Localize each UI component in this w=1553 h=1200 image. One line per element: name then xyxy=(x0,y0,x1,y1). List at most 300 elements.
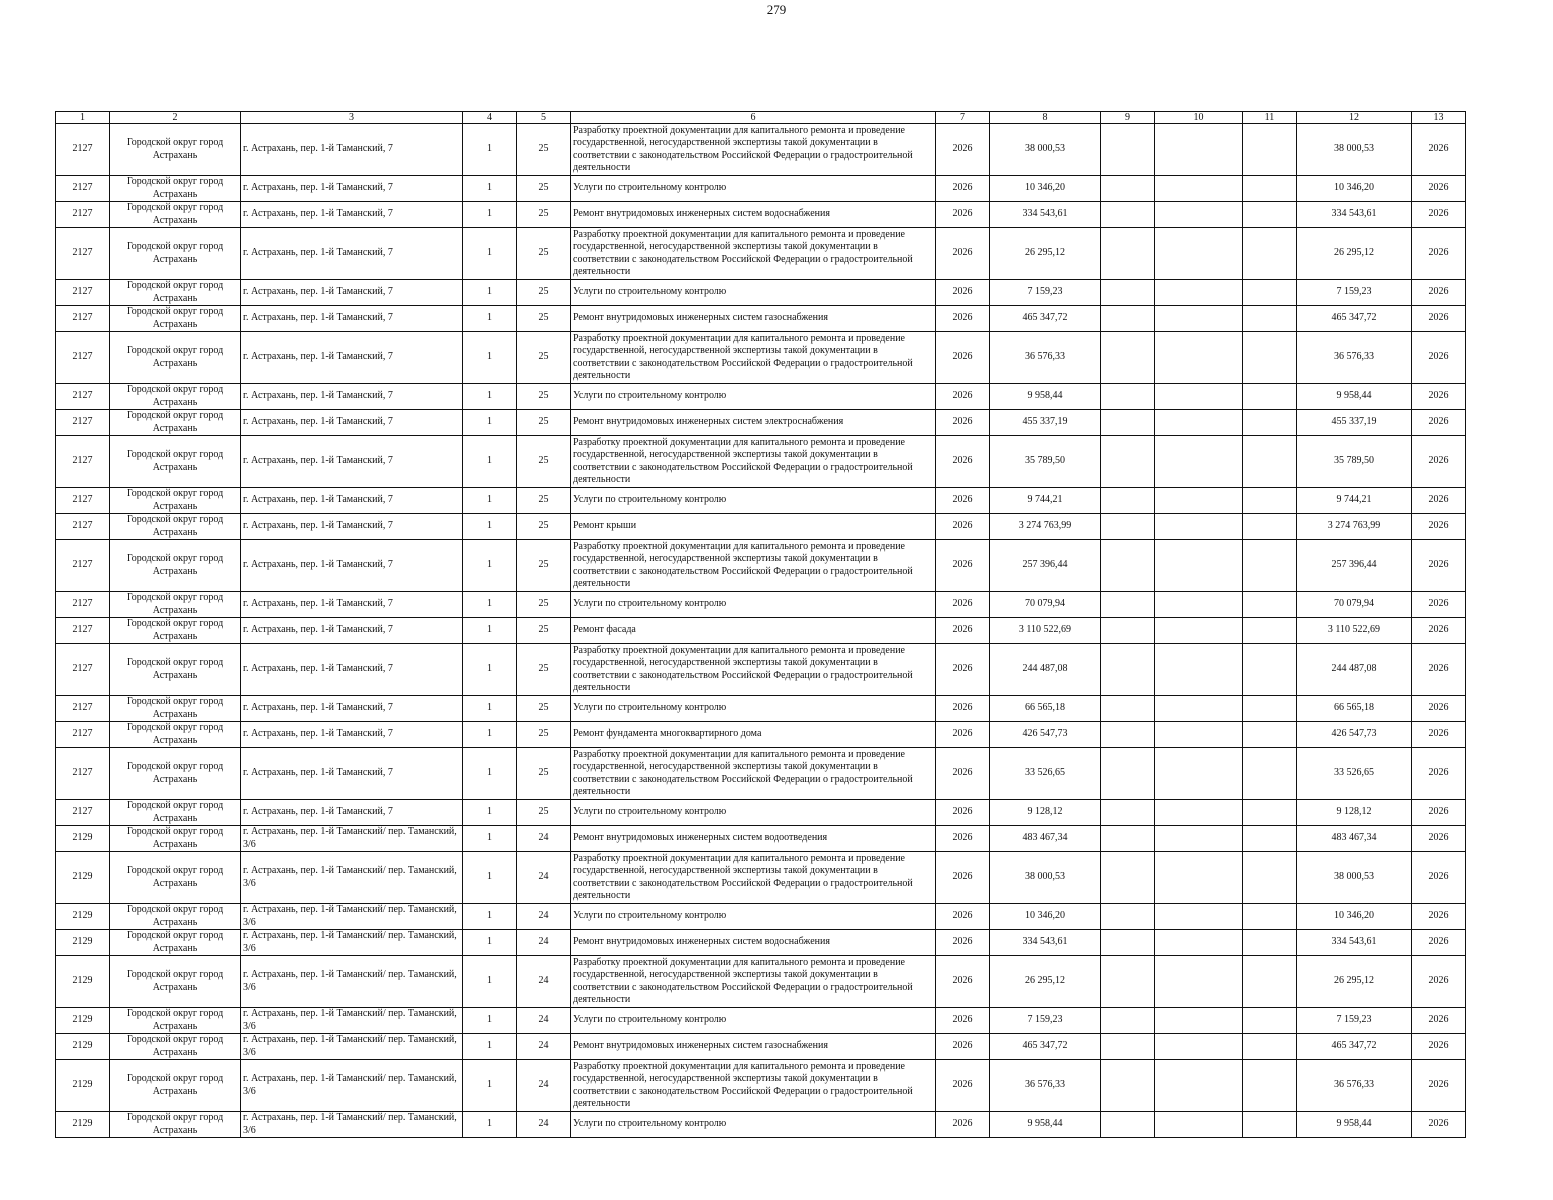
municipality-cell: Городской округ город Астрахань xyxy=(110,488,241,514)
total-cost-cell: 3 110 522,69 xyxy=(1297,618,1412,644)
address-cell: г. Астрахань, пер. 1-й Таманский, 7 xyxy=(241,202,463,228)
end-year-cell: 2026 xyxy=(1412,618,1466,644)
work-type-cell: Разработку проектной документации для капитального ремонта и проведение государственной, негосударственной экспертизы такой документации в соответствии с законодательством Российской Федерации о градостроительной деятельности xyxy=(571,956,936,1008)
col4-cell: 1 xyxy=(463,722,517,748)
col10-cell xyxy=(1155,540,1243,592)
year-cell: 2026 xyxy=(936,540,990,592)
end-year-cell: 2026 xyxy=(1412,956,1466,1008)
total-cost-cell: 36 576,33 xyxy=(1297,332,1412,384)
work-type-cell: Ремонт крыши xyxy=(571,514,936,540)
row-number-cell: 2129 xyxy=(56,904,110,930)
total-cost-cell: 9 744,21 xyxy=(1297,488,1412,514)
col9-cell xyxy=(1101,904,1155,930)
row-number-cell: 2129 xyxy=(56,1060,110,1112)
table-row xyxy=(56,124,1466,176)
column-header: 13 xyxy=(1412,112,1466,124)
col10-cell xyxy=(1155,930,1243,956)
cost-cell: 38 000,53 xyxy=(990,124,1101,176)
row-number-cell: 2127 xyxy=(56,644,110,696)
col11-cell xyxy=(1243,592,1297,618)
cost-cell: 334 543,61 xyxy=(990,202,1101,228)
end-year-cell: 2026 xyxy=(1412,696,1466,722)
col11-cell xyxy=(1243,1008,1297,1034)
address-cell: г. Астрахань, пер. 1-й Таманский, 7 xyxy=(241,748,463,800)
work-type-cell: Услуги по строительному контролю xyxy=(571,384,936,410)
end-year-cell: 2026 xyxy=(1412,644,1466,696)
address-cell: г. Астрахань, пер. 1-й Таманский, 7 xyxy=(241,800,463,826)
col5-cell: 25 xyxy=(517,514,571,540)
cost-cell: 483 467,34 xyxy=(990,826,1101,852)
col4-cell: 1 xyxy=(463,644,517,696)
works-table xyxy=(55,111,1466,1138)
address-cell: г. Астрахань, пер. 1-й Таманский, 7 xyxy=(241,410,463,436)
row-number-cell: 2129 xyxy=(56,1008,110,1034)
work-type-cell: Услуги по строительному контролю xyxy=(571,1008,936,1034)
col11-cell xyxy=(1243,618,1297,644)
row-number-cell: 2127 xyxy=(56,384,110,410)
cost-cell: 244 487,08 xyxy=(990,644,1101,696)
col4-cell: 1 xyxy=(463,904,517,930)
col9-cell xyxy=(1101,618,1155,644)
col5-cell: 25 xyxy=(517,618,571,644)
year-cell: 2026 xyxy=(936,852,990,904)
col5-cell: 24 xyxy=(517,930,571,956)
year-cell: 2026 xyxy=(936,956,990,1008)
row-number-cell: 2127 xyxy=(56,228,110,280)
col5-cell: 25 xyxy=(517,592,571,618)
row-number-cell: 2127 xyxy=(56,800,110,826)
table-row xyxy=(56,592,1466,618)
cost-cell: 7 159,23 xyxy=(990,280,1101,306)
work-type-cell: Ремонт внутридомовых инженерных систем водоотведения xyxy=(571,826,936,852)
address-cell: г. Астрахань, пер. 1-й Таманский/ пер. Таманский, 3/6 xyxy=(241,1008,463,1034)
municipality-cell: Городской округ город Астрахань xyxy=(110,228,241,280)
col10-cell xyxy=(1155,696,1243,722)
col4-cell: 1 xyxy=(463,488,517,514)
municipality-cell: Городской округ город Астрахань xyxy=(110,800,241,826)
year-cell: 2026 xyxy=(936,904,990,930)
municipality-cell: Городской округ город Астрахань xyxy=(110,696,241,722)
col5-cell: 25 xyxy=(517,228,571,280)
work-type-cell: Ремонт фундамента многоквартирного дома xyxy=(571,722,936,748)
year-cell: 2026 xyxy=(936,1060,990,1112)
col9-cell xyxy=(1101,826,1155,852)
work-type-cell: Ремонт фасада xyxy=(571,618,936,644)
table-row xyxy=(56,1034,1466,1060)
address-cell: г. Астрахань, пер. 1-й Таманский, 7 xyxy=(241,488,463,514)
work-type-cell: Услуги по строительному контролю xyxy=(571,696,936,722)
row-number-cell: 2129 xyxy=(56,826,110,852)
address-cell: г. Астрахань, пер. 1-й Таманский, 7 xyxy=(241,280,463,306)
cost-cell: 66 565,18 xyxy=(990,696,1101,722)
end-year-cell: 2026 xyxy=(1412,592,1466,618)
row-number-cell: 2129 xyxy=(56,956,110,1008)
year-cell: 2026 xyxy=(936,488,990,514)
col11-cell xyxy=(1243,800,1297,826)
col5-cell: 25 xyxy=(517,436,571,488)
col11-cell xyxy=(1243,826,1297,852)
col4-cell: 1 xyxy=(463,202,517,228)
total-cost-cell: 70 079,94 xyxy=(1297,592,1412,618)
table-row xyxy=(56,930,1466,956)
cost-cell: 9 958,44 xyxy=(990,1112,1101,1138)
col10-cell xyxy=(1155,592,1243,618)
col5-cell: 25 xyxy=(517,748,571,800)
col11-cell xyxy=(1243,722,1297,748)
end-year-cell: 2026 xyxy=(1412,852,1466,904)
col9-cell xyxy=(1101,540,1155,592)
total-cost-cell: 9 128,12 xyxy=(1297,800,1412,826)
col5-cell: 25 xyxy=(517,176,571,202)
work-type-cell: Разработку проектной документации для капитального ремонта и проведение государственной, негосударственной экспертизы такой документации в соответствии с законодательством Российской Федерации о градостроительной деятельности xyxy=(571,852,936,904)
total-cost-cell: 244 487,08 xyxy=(1297,644,1412,696)
table-row xyxy=(56,852,1466,904)
municipality-cell: Городской округ город Астрахань xyxy=(110,722,241,748)
col10-cell xyxy=(1155,306,1243,332)
work-type-cell: Ремонт внутридомовых инженерных систем электроснабжения xyxy=(571,410,936,436)
col5-cell: 25 xyxy=(517,410,571,436)
total-cost-cell: 7 159,23 xyxy=(1297,1008,1412,1034)
municipality-cell: Городской округ город Астрахань xyxy=(110,1112,241,1138)
row-number-cell: 2127 xyxy=(56,306,110,332)
col11-cell xyxy=(1243,644,1297,696)
table-row xyxy=(56,540,1466,592)
col9-cell xyxy=(1101,1008,1155,1034)
cost-cell: 334 543,61 xyxy=(990,930,1101,956)
municipality-cell: Городской округ город Астрахань xyxy=(110,748,241,800)
col10-cell xyxy=(1155,1008,1243,1034)
row-number-cell: 2127 xyxy=(56,618,110,644)
total-cost-cell: 38 000,53 xyxy=(1297,124,1412,176)
total-cost-cell: 10 346,20 xyxy=(1297,176,1412,202)
table-row xyxy=(56,202,1466,228)
year-cell: 2026 xyxy=(936,1034,990,1060)
col11-cell xyxy=(1243,514,1297,540)
total-cost-cell: 35 789,50 xyxy=(1297,436,1412,488)
col4-cell: 1 xyxy=(463,696,517,722)
total-cost-cell: 36 576,33 xyxy=(1297,1060,1412,1112)
col9-cell xyxy=(1101,1060,1155,1112)
address-cell: г. Астрахань, пер. 1-й Таманский, 7 xyxy=(241,306,463,332)
total-cost-cell: 66 565,18 xyxy=(1297,696,1412,722)
col10-cell xyxy=(1155,956,1243,1008)
col11-cell xyxy=(1243,930,1297,956)
cost-cell: 7 159,23 xyxy=(990,1008,1101,1034)
table-row xyxy=(56,228,1466,280)
column-header: 10 xyxy=(1155,112,1243,124)
table-row xyxy=(56,176,1466,202)
col10-cell xyxy=(1155,410,1243,436)
table-body xyxy=(56,124,1466,1138)
cost-cell: 426 547,73 xyxy=(990,722,1101,748)
total-cost-cell: 465 347,72 xyxy=(1297,306,1412,332)
work-type-cell: Услуги по строительному контролю xyxy=(571,1112,936,1138)
work-type-cell: Ремонт внутридомовых инженерных систем газоснабжения xyxy=(571,306,936,332)
col5-cell: 25 xyxy=(517,332,571,384)
year-cell: 2026 xyxy=(936,124,990,176)
cost-cell: 455 337,19 xyxy=(990,410,1101,436)
municipality-cell: Городской округ город Астрахань xyxy=(110,124,241,176)
table-row xyxy=(56,332,1466,384)
table-row xyxy=(56,826,1466,852)
year-cell: 2026 xyxy=(936,332,990,384)
row-number-cell: 2127 xyxy=(56,176,110,202)
cost-cell: 38 000,53 xyxy=(990,852,1101,904)
year-cell: 2026 xyxy=(936,592,990,618)
col5-cell: 25 xyxy=(517,540,571,592)
address-cell: г. Астрахань, пер. 1-й Таманский/ пер. Таманский, 3/6 xyxy=(241,852,463,904)
municipality-cell: Городской округ город Астрахань xyxy=(110,410,241,436)
table-row xyxy=(56,384,1466,410)
col9-cell xyxy=(1101,306,1155,332)
municipality-cell: Городской округ город Астрахань xyxy=(110,540,241,592)
work-type-cell: Услуги по строительному контролю xyxy=(571,176,936,202)
col11-cell xyxy=(1243,436,1297,488)
col4-cell: 1 xyxy=(463,1060,517,1112)
col4-cell: 1 xyxy=(463,592,517,618)
table-row xyxy=(56,956,1466,1008)
col11-cell xyxy=(1243,852,1297,904)
end-year-cell: 2026 xyxy=(1412,124,1466,176)
col5-cell: 25 xyxy=(517,124,571,176)
end-year-cell: 2026 xyxy=(1412,748,1466,800)
col4-cell: 1 xyxy=(463,124,517,176)
work-type-cell: Разработку проектной документации для капитального ремонта и проведение государственной, негосударственной экспертизы такой документации в соответствии с законодательством Российской Федерации о градостроительной деятельности xyxy=(571,644,936,696)
row-number-cell: 2127 xyxy=(56,436,110,488)
col4-cell: 1 xyxy=(463,748,517,800)
col9-cell xyxy=(1101,748,1155,800)
cost-cell: 70 079,94 xyxy=(990,592,1101,618)
col4-cell: 1 xyxy=(463,384,517,410)
address-cell: г. Астрахань, пер. 1-й Таманский, 7 xyxy=(241,332,463,384)
address-cell: г. Астрахань, пер. 1-й Таманский/ пер. Таманский, 3/6 xyxy=(241,1112,463,1138)
municipality-cell: Городской округ город Астрахань xyxy=(110,514,241,540)
municipality-cell: Городской округ город Астрахань xyxy=(110,826,241,852)
col9-cell xyxy=(1101,488,1155,514)
total-cost-cell: 9 958,44 xyxy=(1297,1112,1412,1138)
table-row xyxy=(56,748,1466,800)
col11-cell xyxy=(1243,280,1297,306)
col5-cell: 25 xyxy=(517,280,571,306)
column-header: 6 xyxy=(571,112,936,124)
total-cost-cell: 465 347,72 xyxy=(1297,1034,1412,1060)
row-number-cell: 2129 xyxy=(56,852,110,904)
col4-cell: 1 xyxy=(463,306,517,332)
col5-cell: 24 xyxy=(517,1008,571,1034)
col4-cell: 1 xyxy=(463,1034,517,1060)
end-year-cell: 2026 xyxy=(1412,410,1466,436)
end-year-cell: 2026 xyxy=(1412,540,1466,592)
col9-cell xyxy=(1101,722,1155,748)
year-cell: 2026 xyxy=(936,228,990,280)
cost-cell: 33 526,65 xyxy=(990,748,1101,800)
year-cell: 2026 xyxy=(936,176,990,202)
table-row xyxy=(56,904,1466,930)
row-number-cell: 2127 xyxy=(56,124,110,176)
total-cost-cell: 26 295,12 xyxy=(1297,956,1412,1008)
total-cost-cell: 26 295,12 xyxy=(1297,228,1412,280)
col4-cell: 1 xyxy=(463,540,517,592)
column-header: 1 xyxy=(56,112,110,124)
col9-cell xyxy=(1101,410,1155,436)
end-year-cell: 2026 xyxy=(1412,332,1466,384)
col5-cell: 24 xyxy=(517,904,571,930)
cost-cell: 26 295,12 xyxy=(990,228,1101,280)
table-row xyxy=(56,514,1466,540)
col11-cell xyxy=(1243,488,1297,514)
row-number-cell: 2129 xyxy=(56,930,110,956)
col10-cell xyxy=(1155,826,1243,852)
col10-cell xyxy=(1155,748,1243,800)
col11-cell xyxy=(1243,696,1297,722)
end-year-cell: 2026 xyxy=(1412,826,1466,852)
year-cell: 2026 xyxy=(936,514,990,540)
col9-cell xyxy=(1101,124,1155,176)
end-year-cell: 2026 xyxy=(1412,514,1466,540)
end-year-cell: 2026 xyxy=(1412,280,1466,306)
col9-cell xyxy=(1101,202,1155,228)
col5-cell: 24 xyxy=(517,956,571,1008)
col5-cell: 25 xyxy=(517,384,571,410)
cost-cell: 9 128,12 xyxy=(990,800,1101,826)
table-row xyxy=(56,280,1466,306)
col9-cell xyxy=(1101,384,1155,410)
year-cell: 2026 xyxy=(936,826,990,852)
row-number-cell: 2129 xyxy=(56,1112,110,1138)
end-year-cell: 2026 xyxy=(1412,904,1466,930)
table-row xyxy=(56,644,1466,696)
col10-cell xyxy=(1155,800,1243,826)
year-cell: 2026 xyxy=(936,644,990,696)
page-number: 279 xyxy=(766,2,787,17)
work-type-cell: Разработку проектной документации для капитального ремонта и проведение государственной, негосударственной экспертизы такой документации в соответствии с законодательством Российской Федерации о градостроительной деятельности xyxy=(571,124,936,176)
cost-cell: 257 396,44 xyxy=(990,540,1101,592)
municipality-cell: Городской округ город Астрахань xyxy=(110,306,241,332)
row-number-cell: 2127 xyxy=(56,488,110,514)
column-header: 4 xyxy=(463,112,517,124)
col10-cell xyxy=(1155,280,1243,306)
total-cost-cell: 334 543,61 xyxy=(1297,930,1412,956)
work-type-cell: Разработку проектной документации для капитального ремонта и проведение государственной, негосударственной экспертизы такой документации в соответствии с законодательством Российской Федерации о градостроительной деятельности xyxy=(571,436,936,488)
table-row xyxy=(56,306,1466,332)
col4-cell: 1 xyxy=(463,1008,517,1034)
col5-cell: 24 xyxy=(517,826,571,852)
col4-cell: 1 xyxy=(463,956,517,1008)
col10-cell xyxy=(1155,618,1243,644)
total-cost-cell: 33 526,65 xyxy=(1297,748,1412,800)
col10-cell xyxy=(1155,1112,1243,1138)
end-year-cell: 2026 xyxy=(1412,800,1466,826)
table-row xyxy=(56,1008,1466,1034)
year-cell: 2026 xyxy=(936,722,990,748)
address-cell: г. Астрахань, пер. 1-й Таманский/ пер. Таманский, 3/6 xyxy=(241,1060,463,1112)
municipality-cell: Городской округ город Астрахань xyxy=(110,592,241,618)
col5-cell: 25 xyxy=(517,306,571,332)
col10-cell xyxy=(1155,514,1243,540)
cost-cell: 10 346,20 xyxy=(990,904,1101,930)
end-year-cell: 2026 xyxy=(1412,930,1466,956)
col10-cell xyxy=(1155,488,1243,514)
municipality-cell: Городской округ город Астрахань xyxy=(110,1034,241,1060)
col9-cell xyxy=(1101,800,1155,826)
col4-cell: 1 xyxy=(463,514,517,540)
col5-cell: 25 xyxy=(517,202,571,228)
work-type-cell: Услуги по строительному контролю xyxy=(571,800,936,826)
total-cost-cell: 38 000,53 xyxy=(1297,852,1412,904)
work-type-cell: Ремонт внутридомовых инженерных систем водоснабжения xyxy=(571,202,936,228)
col11-cell xyxy=(1243,228,1297,280)
col9-cell xyxy=(1101,176,1155,202)
year-cell: 2026 xyxy=(936,1112,990,1138)
col5-cell: 24 xyxy=(517,1112,571,1138)
address-cell: г. Астрахань, пер. 1-й Таманский, 7 xyxy=(241,592,463,618)
end-year-cell: 2026 xyxy=(1412,228,1466,280)
end-year-cell: 2026 xyxy=(1412,202,1466,228)
col11-cell xyxy=(1243,410,1297,436)
col4-cell: 1 xyxy=(463,852,517,904)
municipality-cell: Городской округ город Астрахань xyxy=(110,280,241,306)
col10-cell xyxy=(1155,436,1243,488)
col10-cell xyxy=(1155,332,1243,384)
col4-cell: 1 xyxy=(463,280,517,306)
address-cell: г. Астрахань, пер. 1-й Таманский, 7 xyxy=(241,228,463,280)
col9-cell xyxy=(1101,644,1155,696)
col4-cell: 1 xyxy=(463,800,517,826)
year-cell: 2026 xyxy=(936,930,990,956)
work-type-cell: Услуги по строительному контролю xyxy=(571,280,936,306)
cost-cell: 9 958,44 xyxy=(990,384,1101,410)
table-row xyxy=(56,410,1466,436)
year-cell: 2026 xyxy=(936,202,990,228)
col11-cell xyxy=(1243,540,1297,592)
work-type-cell: Ремонт внутридомовых инженерных систем водоснабжения xyxy=(571,930,936,956)
municipality-cell: Городской округ город Астрахань xyxy=(110,618,241,644)
municipality-cell: Городской округ город Астрахань xyxy=(110,436,241,488)
row-number-cell: 2127 xyxy=(56,514,110,540)
cost-cell: 36 576,33 xyxy=(990,1060,1101,1112)
end-year-cell: 2026 xyxy=(1412,306,1466,332)
total-cost-cell: 3 274 763,99 xyxy=(1297,514,1412,540)
work-type-cell: Услуги по строительному контролю xyxy=(571,904,936,930)
col5-cell: 24 xyxy=(517,852,571,904)
municipality-cell: Городской округ город Астрахань xyxy=(110,176,241,202)
column-header: 3 xyxy=(241,112,463,124)
col9-cell xyxy=(1101,930,1155,956)
col11-cell xyxy=(1243,176,1297,202)
cost-cell: 3 110 522,69 xyxy=(990,618,1101,644)
municipality-cell: Городской округ город Астрахань xyxy=(110,202,241,228)
col11-cell xyxy=(1243,748,1297,800)
row-number-cell: 2127 xyxy=(56,592,110,618)
total-cost-cell: 10 346,20 xyxy=(1297,904,1412,930)
col5-cell: 25 xyxy=(517,800,571,826)
total-cost-cell: 483 467,34 xyxy=(1297,826,1412,852)
table-row xyxy=(56,488,1466,514)
col9-cell xyxy=(1101,436,1155,488)
address-cell: г. Астрахань, пер. 1-й Таманский, 7 xyxy=(241,540,463,592)
col9-cell xyxy=(1101,514,1155,540)
col10-cell xyxy=(1155,176,1243,202)
end-year-cell: 2026 xyxy=(1412,1112,1466,1138)
municipality-cell: Городской округ город Астрахань xyxy=(110,1060,241,1112)
end-year-cell: 2026 xyxy=(1412,436,1466,488)
year-cell: 2026 xyxy=(936,280,990,306)
address-cell: г. Астрахань, пер. 1-й Таманский, 7 xyxy=(241,644,463,696)
municipality-cell: Городской округ город Астрахань xyxy=(110,852,241,904)
end-year-cell: 2026 xyxy=(1412,384,1466,410)
work-type-cell: Разработку проектной документации для капитального ремонта и проведение государственной, негосударственной экспертизы такой документации в соответствии с законодательством Российской Федерации о градостроительной деятельности xyxy=(571,748,936,800)
table-row xyxy=(56,436,1466,488)
